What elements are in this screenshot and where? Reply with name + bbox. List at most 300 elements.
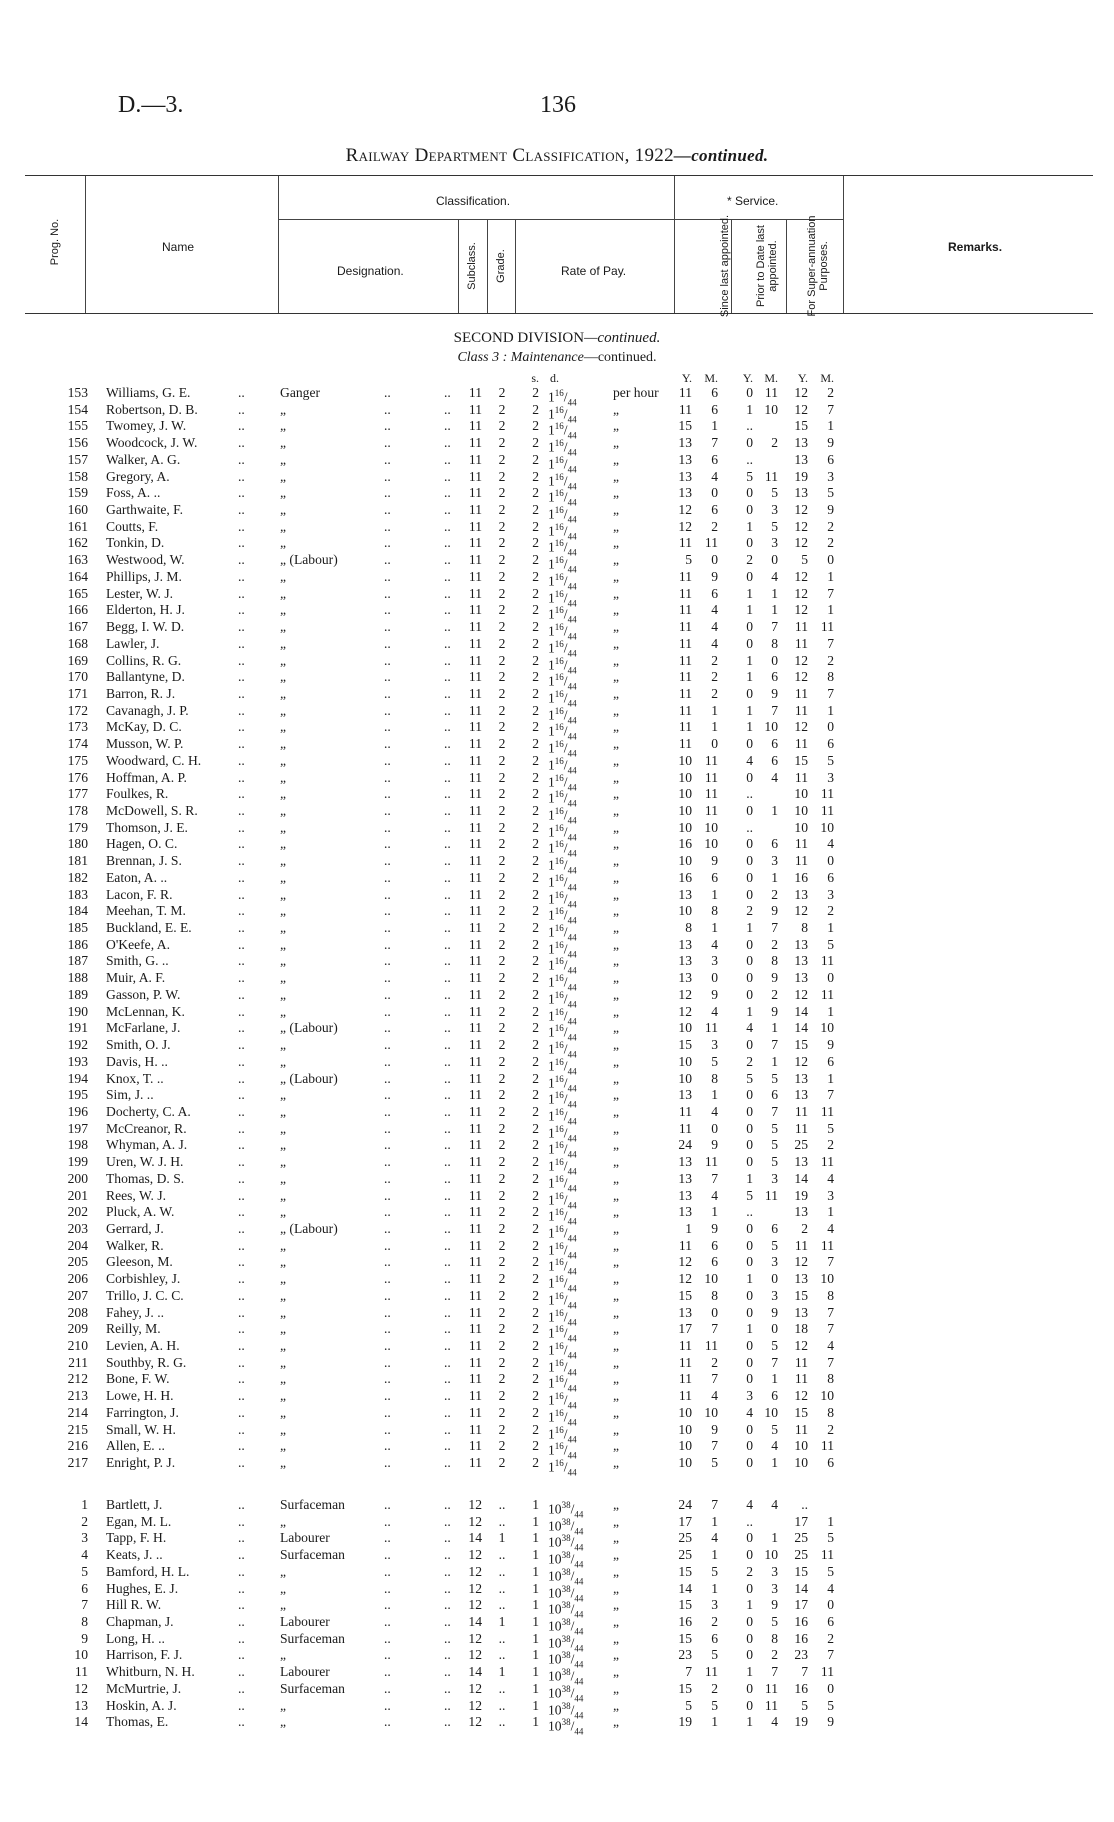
pay-unit: „ <box>613 1697 620 1713</box>
pence-whole: 1 <box>548 406 555 422</box>
subclass: 11 <box>468 986 482 1002</box>
pay-unit: „ <box>613 1388 620 1404</box>
grade: 2 <box>498 702 506 718</box>
since-years: 15 <box>678 1680 692 1696</box>
super-months: 11 <box>820 1438 834 1454</box>
leader-dots: .. <box>238 1338 245 1354</box>
pay-shillings: 2 <box>532 1404 539 1420</box>
pay-unit: „ <box>613 1321 620 1337</box>
pence-numerator: 16 <box>554 1123 564 1134</box>
grade: 2 <box>498 1271 506 1287</box>
designation: „ <box>280 1120 287 1136</box>
super-years: 11 <box>794 702 808 718</box>
grade: 2 <box>498 1003 506 1019</box>
designation: „ <box>280 1304 287 1320</box>
leader-dots: .. <box>384 1497 391 1512</box>
pay-pence: $1^{16}/_{44}$ <box>548 605 577 625</box>
since-years: 16 <box>678 1614 692 1630</box>
pay-unit: „ <box>613 619 620 635</box>
pay-pence: $10^{38}/_{44}$ <box>548 1617 584 1637</box>
subclass: 11 <box>468 853 482 869</box>
grade: 2 <box>498 1388 506 1404</box>
divider-grade <box>515 220 516 313</box>
pence-numerator: 16 <box>554 1056 564 1067</box>
subclass: 11 <box>468 485 482 501</box>
since-months: 3 <box>711 953 718 969</box>
designation: „ <box>280 1597 287 1613</box>
employee-name: McDowell, S. R. <box>106 803 198 818</box>
prog-number: 13 <box>74 1697 88 1713</box>
since-months: 11 <box>704 803 718 818</box>
leader-dots: .. <box>238 752 245 768</box>
prog-number: 183 <box>67 886 88 902</box>
super-years: 11 <box>794 1354 808 1370</box>
since-months: 8 <box>711 903 718 919</box>
pence-denominator: 44 <box>567 497 577 508</box>
pay-unit: „ <box>613 585 620 601</box>
employee-name: Brennan, J. S. <box>106 853 182 869</box>
subclass: 12 <box>468 1647 482 1663</box>
pence-numerator: 16 <box>554 655 564 666</box>
subclass: 12 <box>468 1547 482 1563</box>
since-months: 1 <box>711 1580 718 1596</box>
prog-number: 184 <box>67 903 88 919</box>
employee-name: Walker, A. G. <box>106 451 181 467</box>
prog-number: 199 <box>67 1154 88 1170</box>
col-subclass: Subclass. <box>466 242 478 290</box>
pence-whole: 1 <box>548 1225 555 1241</box>
leader-dots: .. <box>238 920 245 936</box>
prior-years: 0 <box>746 970 753 986</box>
since-months: 6 <box>711 451 718 467</box>
prior-months: 2 <box>771 986 778 1002</box>
prior-months: 11 <box>764 468 778 484</box>
pay-shillings: 2 <box>532 936 539 952</box>
pence-denominator: 44 <box>567 413 577 424</box>
prior-months: 10 <box>764 401 778 417</box>
super-years: 15 <box>794 1563 808 1579</box>
col-classification: Classification. <box>436 194 511 208</box>
leader-dots: .. <box>384 1020 391 1036</box>
designation: „ (Labour) <box>280 1070 338 1086</box>
grade: 2 <box>498 819 506 835</box>
super-years: 25 <box>794 1530 808 1546</box>
designation: „ <box>280 886 287 902</box>
pence-whole: 1 <box>548 640 555 656</box>
designation: Labourer <box>280 1664 330 1680</box>
prog-number: 156 <box>67 435 88 451</box>
leader-dots: .. <box>238 1304 245 1320</box>
pence-numerator: 16 <box>554 1157 564 1168</box>
leader-dots: .. <box>238 1003 245 1019</box>
divider-service <box>843 176 844 313</box>
grade: 2 <box>498 1037 506 1053</box>
grade: 2 <box>498 401 506 417</box>
pence-numerator: 16 <box>554 1140 564 1151</box>
since-months: 11 <box>704 1020 718 1036</box>
prog-number: 157 <box>67 451 88 467</box>
employee-name: Docherty, C. A. <box>106 1103 191 1119</box>
super-years: 17 <box>794 1513 808 1529</box>
divider-designation <box>458 220 459 313</box>
subclass: 11 <box>468 1438 482 1454</box>
employee-name: McMurtrie, J. <box>106 1680 182 1696</box>
super-years: 12 <box>794 568 808 584</box>
pence-numerator: 16 <box>554 1040 564 1051</box>
prior-months: 1 <box>771 1020 778 1036</box>
since-years: 11 <box>678 635 692 651</box>
pay-unit: „ <box>613 451 620 467</box>
leader-dots: .. <box>444 819 451 835</box>
leader-dots: .. <box>384 1388 391 1404</box>
since-years: 14 <box>678 1580 692 1596</box>
pence-denominator: 44 <box>567 999 577 1010</box>
table-row <box>0 1354 1114 1377</box>
pence-denominator: 44 <box>567 915 577 926</box>
subclass: 11 <box>468 1287 482 1303</box>
prior-years: 1 <box>746 401 753 417</box>
since-months: 6 <box>711 1254 718 1270</box>
leader-dots: .. <box>384 1053 391 1069</box>
grade: 2 <box>498 1237 506 1253</box>
prog-number: 216 <box>67 1438 88 1454</box>
prior-years: 0 <box>746 1120 753 1136</box>
employee-name: McKay, D. C. <box>106 719 182 735</box>
pence-denominator: 44 <box>574 1592 584 1603</box>
leader-dots: .. <box>444 1053 451 1069</box>
leader-dots: .. <box>384 401 391 417</box>
pence-denominator: 44 <box>574 1643 584 1653</box>
prog-number: 171 <box>67 685 88 701</box>
since-years: 25 <box>678 1530 692 1546</box>
pay-pence: $10^{38}/_{44}$ <box>548 1667 584 1687</box>
prior-years: 1 <box>746 1664 753 1680</box>
table-row <box>0 1614 1114 1637</box>
since-years: 19 <box>678 1714 692 1730</box>
pence-numerator: 16 <box>554 488 564 499</box>
grade: 2 <box>498 719 506 735</box>
since-years: 11 <box>678 702 692 718</box>
pay-shillings: 2 <box>532 819 539 835</box>
pay-shillings: 2 <box>532 903 539 919</box>
division-continued: —continued. <box>584 330 661 346</box>
super-years: 13 <box>794 435 808 451</box>
grade: 2 <box>498 1304 506 1320</box>
prior-years: 2 <box>746 1563 753 1579</box>
super-years: 13 <box>794 936 808 952</box>
since-years: 23 <box>678 1647 692 1663</box>
super-months: 11 <box>820 786 834 802</box>
pay-shillings: 2 <box>532 786 539 802</box>
pay-unit: „ <box>613 769 620 785</box>
leader-dots: .. <box>444 736 451 752</box>
super-years: 13 <box>794 1204 808 1220</box>
pay-pence: $1^{16}/_{44}$ <box>548 505 577 525</box>
designation: „ <box>280 652 287 668</box>
since-months: 1 <box>711 1204 718 1220</box>
employee-name: Allen, E. .. <box>106 1438 165 1454</box>
pence-numerator: 38 <box>561 1683 571 1694</box>
prior-years: .. <box>746 786 753 802</box>
super-months: 11 <box>820 1237 834 1253</box>
employee-name: Rees, W. J. <box>106 1187 167 1203</box>
since-years: 11 <box>678 1120 692 1136</box>
prior-years: 0 <box>746 769 753 785</box>
employee-name: Tonkin, D. <box>106 535 165 551</box>
unit-years-prior: Y. <box>742 371 753 385</box>
employee-name: Coutts, F. <box>106 518 159 534</box>
leader-dots: .. <box>384 1137 391 1153</box>
pay-shillings: 2 <box>532 635 539 651</box>
pay-shillings: 1 <box>532 1530 539 1546</box>
leader-dots: .. <box>444 1154 451 1170</box>
since-months: 4 <box>711 936 718 952</box>
col-remarks: Remarks. <box>948 240 1003 254</box>
prog-number: 177 <box>67 786 88 802</box>
leader-dots: .. <box>384 1455 391 1471</box>
leader-dots: .. <box>384 1003 391 1019</box>
since-months: 2 <box>711 518 718 534</box>
prog-number: 159 <box>67 485 88 501</box>
since-years: 11 <box>678 401 692 417</box>
employee-name: Pluck, A. W. <box>106 1204 175 1220</box>
super-months: 1 <box>827 1070 834 1086</box>
designation: „ (Labour) <box>280 1221 338 1236</box>
pay-shillings: 1 <box>532 1580 539 1596</box>
leader-dots: .. <box>444 1137 451 1153</box>
super-years: 12 <box>794 1338 808 1354</box>
pay-shillings: 2 <box>532 1103 539 1119</box>
pence-denominator: 44 <box>567 865 577 876</box>
leader-dots: .. <box>444 702 451 718</box>
super-months: 5 <box>827 752 834 768</box>
unit-months-prior: M. <box>764 371 778 385</box>
since-years: 16 <box>678 869 692 885</box>
designation: „ <box>280 1321 287 1337</box>
pay-unit: „ <box>613 1237 620 1253</box>
leader-dots: .. <box>444 1221 451 1236</box>
pence-whole: 10 <box>548 1618 562 1634</box>
employee-name: Woodcock, J. W. <box>106 435 198 451</box>
since-months: 0 <box>711 736 718 752</box>
super-months: 8 <box>827 669 834 685</box>
since-months: 4 <box>711 619 718 635</box>
prior-years: .. <box>746 1513 753 1529</box>
subclass: 11 <box>468 903 482 919</box>
since-years: 10 <box>678 853 692 869</box>
pence-denominator: 44 <box>567 1417 577 1428</box>
pence-numerator: 16 <box>554 1274 564 1285</box>
designation: „ <box>280 1237 287 1253</box>
pay-unit: „ <box>613 1221 620 1236</box>
class-heading <box>0 350 1114 366</box>
title-continued: —continued. <box>673 146 769 165</box>
pence-whole: 1 <box>548 1091 555 1107</box>
super-years: 12 <box>794 986 808 1002</box>
prog-number: 191 <box>67 1020 88 1036</box>
pay-shillings: 2 <box>532 970 539 986</box>
prior-months: 4 <box>771 1497 778 1512</box>
table-row <box>0 1137 1114 1160</box>
pence-whole: 1 <box>548 1041 555 1057</box>
pence-denominator: 44 <box>567 1032 577 1043</box>
pence-numerator: 16 <box>554 889 564 900</box>
prior-months: 6 <box>771 669 778 685</box>
pence-numerator: 16 <box>554 1106 564 1117</box>
super-months: 1 <box>827 1204 834 1220</box>
super-years: 12 <box>794 585 808 601</box>
prog-number: 187 <box>67 953 88 969</box>
pay-pence: $1^{16}/_{44}$ <box>548 973 577 993</box>
employee-name: Trillo, J. C. C. <box>106 1287 184 1303</box>
leader-dots: .. <box>384 652 391 668</box>
leader-dots: .. <box>444 769 451 785</box>
pence-denominator: 44 <box>567 447 577 458</box>
since-years: 10 <box>678 1053 692 1069</box>
classification-rule <box>279 219 674 220</box>
since-months: 10 <box>704 1404 718 1420</box>
leader-dots: .. <box>238 385 245 400</box>
leader-dots: .. <box>238 1103 245 1119</box>
pay-pence: $10^{38}/_{44}$ <box>548 1516 584 1536</box>
grade: 2 <box>498 585 506 601</box>
super-months: 0 <box>827 719 834 735</box>
pay-pence: $1^{16}/_{44}$ <box>548 856 577 876</box>
prog-number: 4 <box>81 1547 88 1563</box>
leader-dots: .. <box>444 1630 451 1646</box>
leader-dots: .. <box>384 1547 391 1563</box>
since-years: 11 <box>678 652 692 668</box>
designation: „ <box>280 1003 287 1019</box>
pence-denominator: 44 <box>567 1132 577 1143</box>
prior-months: 1 <box>771 1530 778 1546</box>
pence-denominator: 44 <box>567 949 577 959</box>
pay-pence: $1^{16}/_{44}$ <box>548 571 577 592</box>
prior-months: 7 <box>771 1664 778 1680</box>
pence-denominator: 44 <box>567 1233 577 1244</box>
prior-months: 5 <box>771 1120 778 1136</box>
pence-numerator: 16 <box>554 1324 564 1335</box>
leader-dots: .. <box>238 1647 245 1663</box>
subclass: 11 <box>468 1170 482 1186</box>
pay-pence: $1^{16}/_{44}$ <box>548 1391 577 1411</box>
subclass: 11 <box>468 451 482 467</box>
pence-whole: 1 <box>548 1208 555 1224</box>
prior-months: 7 <box>771 1103 778 1119</box>
leader-dots: .. <box>238 1271 245 1287</box>
prog-number: 208 <box>67 1304 88 1320</box>
leader-dots: .. <box>444 1103 451 1119</box>
subclass: 11 <box>468 936 482 952</box>
subclass: 11 <box>468 669 482 685</box>
leader-dots: .. <box>384 836 391 852</box>
pence-whole: 10 <box>548 1702 562 1718</box>
prior-years: 3 <box>746 1388 753 1404</box>
pay-shillings: 2 <box>532 1204 539 1220</box>
employee-name: Long, H. .. <box>106 1630 165 1646</box>
pay-pence: $1^{16}/_{44}$ <box>548 1040 577 1060</box>
pay-unit: „ <box>613 953 620 969</box>
pay-unit: „ <box>613 568 620 584</box>
prior-years: 0 <box>746 1254 753 1270</box>
since-years: 13 <box>678 1304 692 1320</box>
designation: „ <box>280 585 287 601</box>
subclass: 12 <box>468 1563 482 1579</box>
pay-unit: „ <box>613 1271 620 1287</box>
pay-shillings: 2 <box>532 1321 539 1337</box>
leader-dots: .. <box>238 401 245 417</box>
super-years: 13 <box>794 1087 808 1103</box>
pence-whole: 10 <box>548 1685 562 1701</box>
employee-name: Eaton, A. .. <box>106 869 168 885</box>
leader-dots: .. <box>384 1087 391 1103</box>
pence-numerator: 16 <box>554 1240 564 1251</box>
super-months: 4 <box>827 1170 834 1186</box>
employee-name: Elderton, H. J. <box>106 602 185 618</box>
pay-shillings: 2 <box>532 1187 539 1203</box>
pence-denominator: 44 <box>567 1283 577 1294</box>
pay-pence: $1^{16}/_{44}$ <box>548 454 577 475</box>
prior-years: 0 <box>746 936 753 952</box>
pay-pence: $1^{16}/_{44}$ <box>548 655 577 675</box>
pence-whole: 1 <box>548 1141 555 1157</box>
since-months: 9 <box>711 986 718 1002</box>
employee-name: Lowe, H. H. <box>106 1388 174 1404</box>
since-months: 1 <box>711 719 718 735</box>
prior-years: 0 <box>746 435 753 451</box>
pay-shillings: 2 <box>532 869 539 885</box>
subclass: 11 <box>468 1237 482 1253</box>
pence-denominator: 44 <box>574 1626 584 1637</box>
since-months: 9 <box>711 1221 718 1236</box>
pence-numerator: 16 <box>554 605 564 616</box>
super-months: 7 <box>827 685 834 701</box>
pence-numerator: 16 <box>554 806 564 816</box>
prior-years: 0 <box>746 1614 753 1630</box>
since-months: 4 <box>711 635 718 651</box>
since-years: 12 <box>678 1254 692 1270</box>
leader-dots: .. <box>444 1614 451 1630</box>
table-row <box>0 702 1114 725</box>
pence-numerator: 38 <box>561 1717 571 1728</box>
subclass: 12 <box>468 1680 482 1696</box>
prog-number: 204 <box>67 1237 88 1253</box>
pence-whole: 10 <box>548 1652 562 1667</box>
pay-pence: $1^{16}/_{44}$ <box>548 438 577 458</box>
prog-number: 155 <box>67 418 88 434</box>
designation: „ <box>280 752 287 768</box>
since-years: 11 <box>678 385 692 400</box>
designation: „ <box>280 869 287 885</box>
table-row <box>0 1271 1114 1294</box>
pence-whole: 1 <box>548 807 555 823</box>
leader-dots: .. <box>444 652 451 668</box>
since-months: 11 <box>704 769 718 785</box>
grade: 2 <box>498 1287 506 1303</box>
subclass: 11 <box>468 1404 482 1420</box>
leader-dots: .. <box>444 836 451 852</box>
prog-number: 178 <box>67 803 88 818</box>
since-months: 3 <box>711 1597 718 1613</box>
designation: „ <box>280 635 287 651</box>
prior-years: 0 <box>746 502 753 518</box>
pence-whole: 10 <box>548 1635 562 1651</box>
pence-denominator: 44 <box>574 1542 584 1553</box>
subclass: 11 <box>468 886 482 902</box>
designation: „ <box>280 619 287 635</box>
subclass: 11 <box>468 1103 482 1119</box>
pence-numerator: 16 <box>554 1391 564 1402</box>
